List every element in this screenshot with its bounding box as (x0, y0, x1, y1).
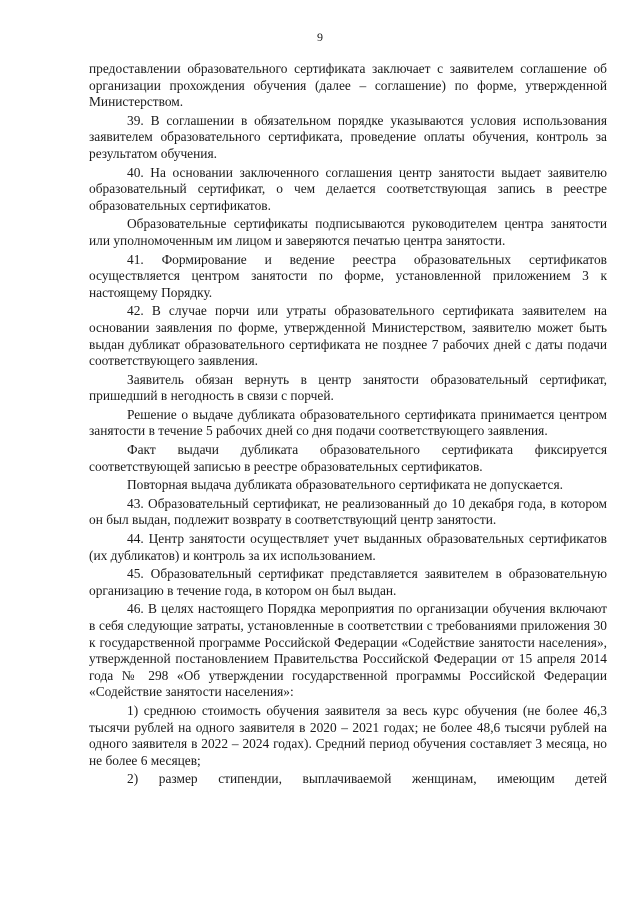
paragraph-40-signing: Образовательные сертификаты подписываются руководителем центра занятости или уполномоченным им лицом и заверяются печатью центра занятости. (89, 216, 607, 248)
paragraph-46-item-2: 2) размер стипендии, выплачиваемой женщинам, имеющим детей (127, 771, 607, 787)
paragraph-42-return: Заявитель обязан вернуть в центр занятости образовательный сертификат, пришедший в негодность в связи с порчей. (89, 371, 607, 404)
paragraph-continuation: предоставлении образовательного сертификата заключает с заявителем соглашение об организации прохождения обучения (далее – соглашение) по форме, утвержденной Министерством. (89, 61, 607, 110)
paragraph-46-item-1: 1) среднюю стоимость обучения заявителя за весь курс обучения (не более 46,3 тысячи рублей на одного заявителя в 2020 – 2021 годах; не более 48,6 тысячи рублей на одного заявителя в 2022 – 2024 годах). Средний период обучения составляет 3 месяца, но не более 6 месяцев; (89, 702, 607, 768)
paragraph-42-decision: Решение о выдаче дубликата образовательного сертификата принимается центром занятости в течение 5 рабочих дней со дня подачи соответствующего заявления. (89, 406, 607, 439)
paragraph-42: 42. В случае порчи или утраты образовательного сертификата заявителем на основании заявления по форме, утвержденной Министерством, заявителю может быть выдан дубликат образовательного сертификата не позднее 7 рабочих дней с даты подачи соответствующего заявления. (89, 303, 607, 369)
paragraph-46: 46. В целях настоящего Порядка мероприятия по организации обучения включают в себя следующие затраты, установленные в соответствии с требованиями приложения 30 к государственной программе Российской Федерации «Содействие занятости населения», утвержденной постановлением Правительства Российской Федерации от 15 апреля 2014 года № 298 «Об утверждении государственной программы Российской Федерации «Содействие занятости населения»: (89, 601, 607, 700)
paragraph-39: 39. В соглашении в обязательном порядке указываются условия использования заявителем образовательного сертификата, проведение оплаты обучения, контроль за результатом обучения. (89, 112, 607, 161)
page-number: 9 (317, 30, 323, 44)
paragraph-44: 44. Центр занятости осуществляет учет выданных образовательных сертификатов (их дубликатов) и контроль за их использованием. (89, 531, 607, 563)
paragraph-40: 40. На основании заключенного соглашения центр занятости выдает заявителю образовательный сертификат, о чем делается соответствующая запись в реестре образовательных сертификатов. (89, 164, 607, 213)
paragraph-42-record: Факт выдачи дубликата образовательного сертификата фиксируется соответствующей записью в реестре образовательных сертификатов. (89, 442, 607, 474)
paragraph-43: 43. Образовательный сертификат, не реализованный до 10 декабря года, в котором он был выдан, подлежит возврату в соответствующий центр занятости. (89, 495, 607, 528)
paragraph-41: 41. Формирование и ведение реестра образовательных сертификатов осуществляется центром занятости по форме, установленной приложением 3 к настоящему Порядку. (89, 251, 607, 300)
paragraph-45: 45. Образовательный сертификат представляется заявителем в образовательную организацию в течение года, в котором он был выдан. (89, 566, 607, 598)
document-body (89, 61, 607, 788)
paragraph-42-repeat: Повторная выдача дубликата образовательного сертификата не допускается. (127, 477, 563, 493)
